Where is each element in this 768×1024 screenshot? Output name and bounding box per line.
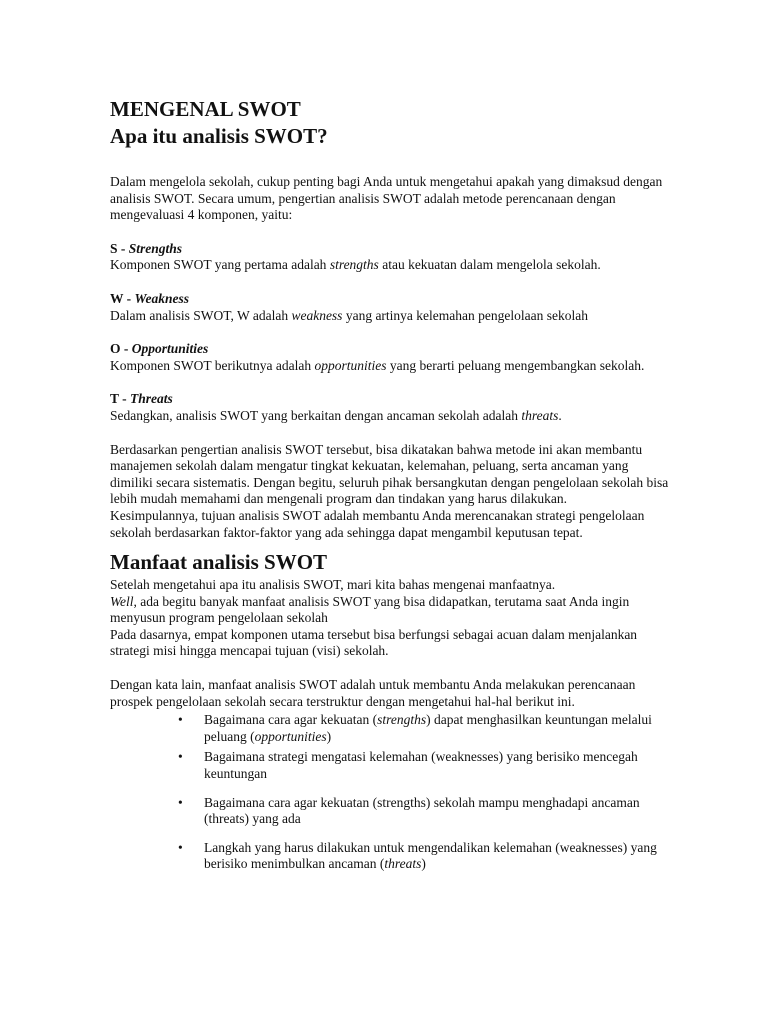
manfaat-paragraph: Pada dasarnya, empat komponen utama tersebut bisa berfungsi sebagai acuan dalam menjalankan strategi misi hingga mencapai tujuan (visi) sekolah. <box>110 626 638 659</box>
bullet-icon: • <box>178 712 183 728</box>
document-page <box>110 96 670 877</box>
component-strengths <box>110 241 670 274</box>
document-subtitle: Apa itu analisis SWOT? <box>110 124 328 148</box>
manfaat-intro-paragraph: Setelah mengetahui apa itu analisis SWOT, mari kita bahas mengenai manfaatnya. Well, ada begitu banyak manfaat analisis SWOT yang bisa didapatkan, terutama saat Anda ingin menyusun program pengelolaan sekolah <box>110 577 630 626</box>
component-threats <box>110 391 670 424</box>
list-item: • Bagaimana cara agar kekuatan (strengths) sekolah mampu menghadapi ancaman (threats) yang ada <box>178 794 640 827</box>
bullet-icon: • <box>178 749 183 765</box>
manfaat-detail-paragraph: Dengan kata lain, manfaat analisis SWOT adalah untuk membantu Anda melakukan perencanaan prospek pengelolaan sekolah secara terstruktur dengan mengetahui hal-hal berikut ini. <box>110 677 636 709</box>
component-description: Dalam analisis SWOT, W adalah weakness yang artinya kelemahan pengelolaan sekolah <box>110 307 588 323</box>
section-heading-manfaat: Manfaat analisis SWOT <box>110 550 328 575</box>
component-description: Komponen SWOT yang pertama adalah strengths atau kekuatan dalam mengelola sekolah. <box>110 257 601 273</box>
bullet-icon: • <box>178 839 183 855</box>
component-weakness <box>110 291 670 324</box>
component-opportunities <box>110 341 670 374</box>
component-heading: S - Strengths <box>110 240 183 256</box>
intro-paragraph: Dalam mengelola sekolah, cukup penting bagi Anda untuk mengetahui apakah yang dimaksud dengan analisis SWOT. Secara umum, pengertian analisis SWOT adalah metode perencanaan dengan mengevaluasi 4 komponen, yaitu: <box>110 174 663 223</box>
component-description: Sedangkan, analisis SWOT yang berkaitan dengan ancaman sekolah adalah threats. <box>110 407 562 423</box>
component-heading: O - Opportunities <box>110 341 209 357</box>
benefit-list <box>110 712 670 873</box>
list-item: • Bagaimana cara agar kekuatan (strengths) dapat menghasilkan keuntungan melalui peluang (opportunities) <box>178 712 652 744</box>
component-heading: T - Threats <box>110 391 173 407</box>
summary-paragraph: Berdasarkan pengertian analisis SWOT tersebut, bisa dikatakan bahwa metode ini akan membantu manajemen sekolah dalam mengatur tingkat kekuatan, kelemahan, peluang, serta ancaman yang dimiliki secara sistematis. Dengan begitu, seluruh pihak bersangkutan dengan pengelolaan sekolah bisa lebih mudah memahami dan mengenali program dan tindakan yang harus dilakukan. <box>110 441 669 507</box>
list-item: • Langkah yang harus dilakukan untuk mengendalikan kelemahan (weaknesses) yang berisiko menimbulkan ancaman (threats) <box>178 839 657 872</box>
bullet-icon: • <box>178 794 183 810</box>
component-heading: W - Weakness <box>110 290 190 306</box>
document-title: MENGENAL SWOT <box>110 97 301 121</box>
component-description: Komponen SWOT berikutnya adalah opportunities yang berarti peluang mengembangkan sekolah. <box>110 357 645 373</box>
list-item: • Bagaimana strategi mengatasi kelemahan (weaknesses) yang berisiko mencegah keuntungan <box>178 749 638 782</box>
conclusion-paragraph: Kesimpulannya, tujuan analisis SWOT adalah membantu Anda merencanakan strategi pengelolaan sekolah berdasarkan faktor-faktor yang ada sehingga dapat mengambil keputusan tepat. <box>110 507 645 540</box>
